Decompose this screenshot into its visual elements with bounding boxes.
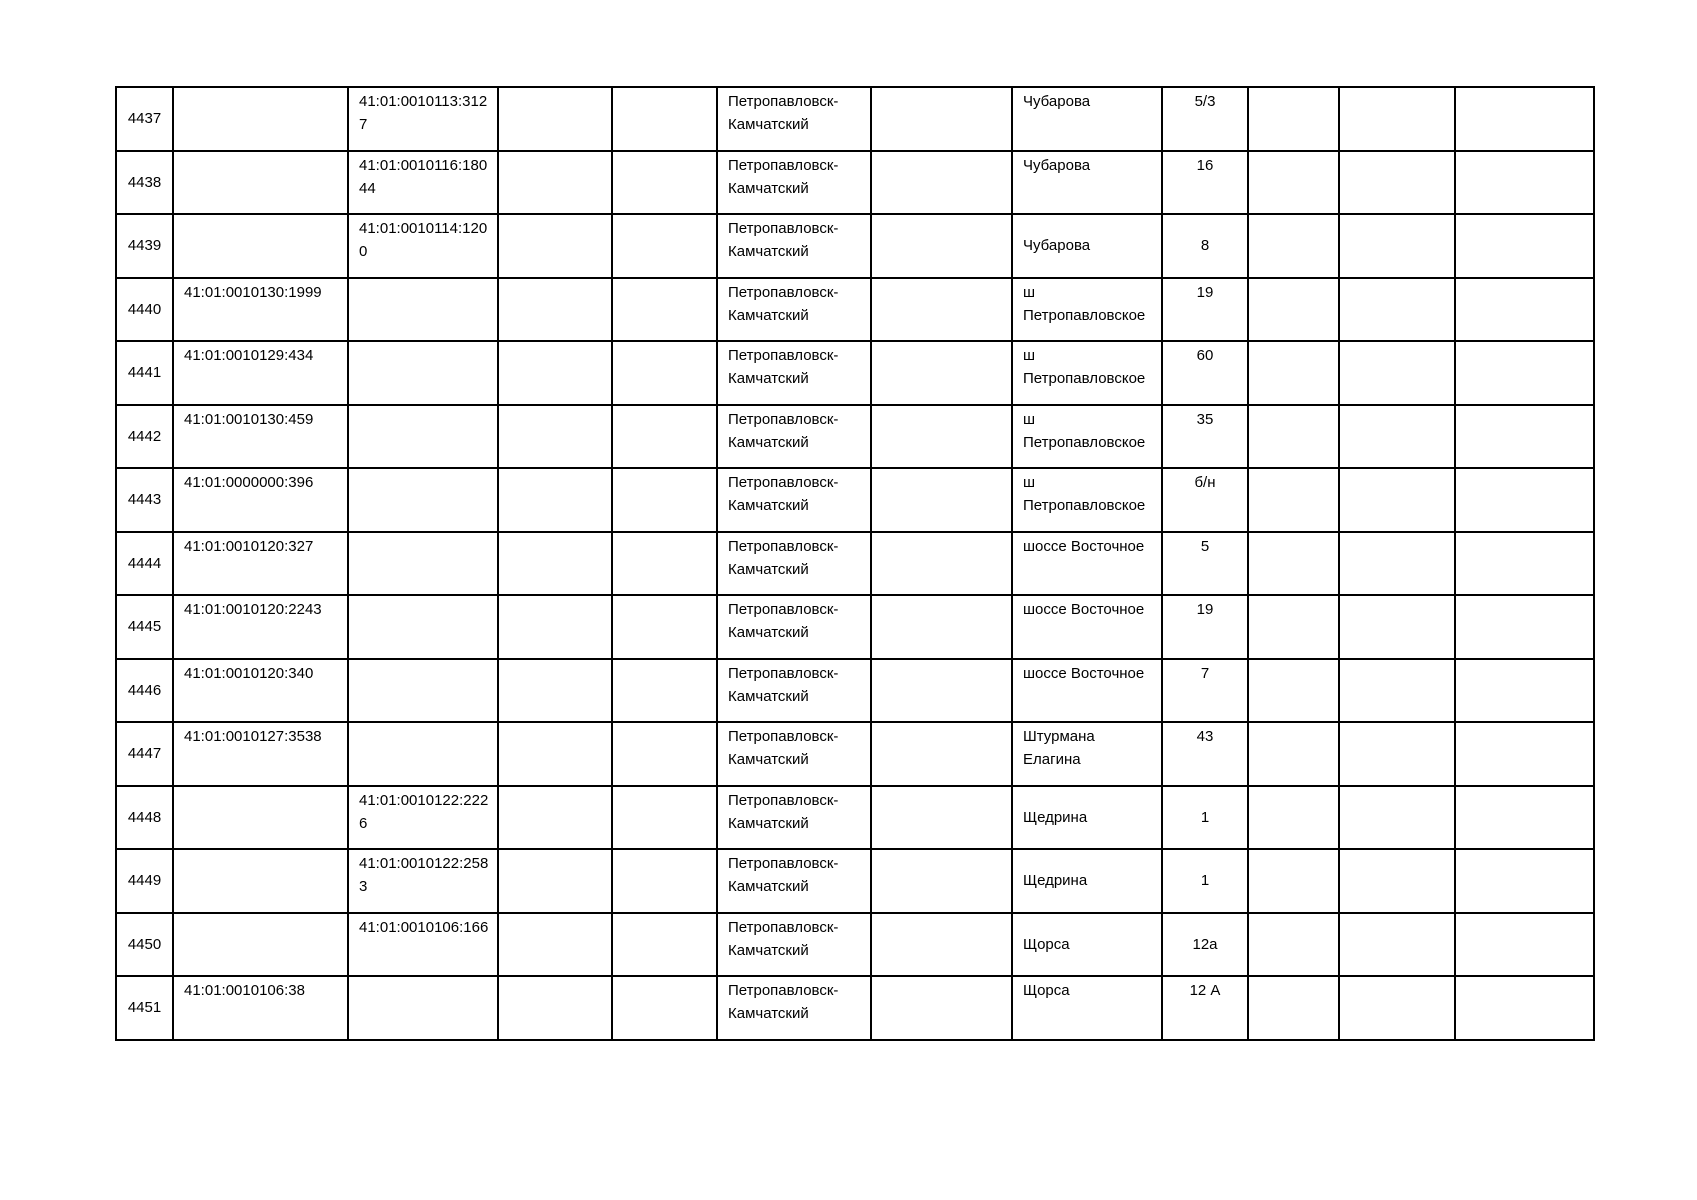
empty-cell bbox=[612, 214, 717, 278]
house-number-cell: 43 bbox=[1162, 722, 1248, 786]
empty-cell bbox=[498, 786, 612, 850]
street-cell: ш Петропавловское bbox=[1012, 278, 1162, 342]
row-number-cell: 4443 bbox=[116, 468, 173, 532]
row-number-cell: 4437 bbox=[116, 87, 173, 151]
empty-cell bbox=[871, 913, 1012, 977]
city-cell: Петропавловск-Камчатский bbox=[717, 659, 871, 723]
empty-cell bbox=[498, 913, 612, 977]
empty-cell bbox=[612, 151, 717, 215]
street-cell: ш Петропавловское bbox=[1012, 468, 1162, 532]
empty-cell bbox=[1455, 214, 1594, 278]
house-number-cell: 12 А bbox=[1162, 976, 1248, 1040]
cadastral-number-cell bbox=[173, 151, 348, 215]
cadastral-number-cell: 41:01:0000000:396 bbox=[173, 468, 348, 532]
table-row bbox=[116, 278, 1594, 342]
empty-cell bbox=[498, 976, 612, 1040]
city-cell: Петропавловск-Камчатский bbox=[717, 341, 871, 405]
empty-cell bbox=[1455, 151, 1594, 215]
empty-cell bbox=[871, 976, 1012, 1040]
related-cadastral-number-cell bbox=[348, 595, 498, 659]
empty-cell bbox=[612, 532, 717, 596]
city-cell: Петропавловск-Камчатский bbox=[717, 532, 871, 596]
empty-cell bbox=[1455, 532, 1594, 596]
cadastral-number-cell: 41:01:0010127:3538 bbox=[173, 722, 348, 786]
row-number-cell: 4442 bbox=[116, 405, 173, 469]
row-number-cell: 4447 bbox=[116, 722, 173, 786]
empty-cell bbox=[612, 468, 717, 532]
empty-cell bbox=[1248, 278, 1339, 342]
empty-cell bbox=[498, 849, 612, 913]
empty-cell bbox=[612, 405, 717, 469]
empty-cell bbox=[1339, 532, 1455, 596]
street-cell: Чубарова bbox=[1012, 151, 1162, 215]
city-cell: Петропавловск-Камчатский bbox=[717, 976, 871, 1040]
street-cell: шоссе Восточное bbox=[1012, 595, 1162, 659]
empty-cell bbox=[498, 87, 612, 151]
empty-cell bbox=[1248, 532, 1339, 596]
row-number-cell: 4445 bbox=[116, 595, 173, 659]
cadastral-number-cell: 41:01:0010130:1999 bbox=[173, 278, 348, 342]
related-cadastral-number-cell bbox=[348, 405, 498, 469]
empty-cell bbox=[498, 278, 612, 342]
table-row bbox=[116, 722, 1594, 786]
table-row bbox=[116, 468, 1594, 532]
empty-cell bbox=[498, 722, 612, 786]
row-number-cell: 4446 bbox=[116, 659, 173, 723]
related-cadastral-number-cell bbox=[348, 468, 498, 532]
related-cadastral-number-cell bbox=[348, 278, 498, 342]
empty-cell bbox=[1248, 722, 1339, 786]
empty-cell bbox=[1248, 595, 1339, 659]
city-cell: Петропавловск-Камчатский bbox=[717, 595, 871, 659]
table-row bbox=[116, 532, 1594, 596]
empty-cell bbox=[871, 151, 1012, 215]
empty-cell bbox=[1248, 405, 1339, 469]
house-number-cell: 5 bbox=[1162, 532, 1248, 596]
empty-cell bbox=[1455, 468, 1594, 532]
street-cell: Чубарова bbox=[1012, 214, 1162, 278]
empty-cell bbox=[612, 786, 717, 850]
empty-cell bbox=[871, 595, 1012, 659]
table-row bbox=[116, 849, 1594, 913]
empty-cell bbox=[1455, 849, 1594, 913]
house-number-cell: 1 bbox=[1162, 849, 1248, 913]
empty-cell bbox=[871, 532, 1012, 596]
house-number-cell: 7 bbox=[1162, 659, 1248, 723]
related-cadastral-number-cell bbox=[348, 532, 498, 596]
empty-cell bbox=[498, 595, 612, 659]
table-row bbox=[116, 976, 1594, 1040]
empty-cell bbox=[871, 87, 1012, 151]
empty-cell bbox=[1455, 913, 1594, 977]
empty-cell bbox=[871, 659, 1012, 723]
street-cell: ш Петропавловское bbox=[1012, 341, 1162, 405]
related-cadastral-number-cell: 41:01:0010116:18044 bbox=[348, 151, 498, 215]
empty-cell bbox=[1455, 595, 1594, 659]
empty-cell bbox=[498, 405, 612, 469]
empty-cell bbox=[871, 786, 1012, 850]
table-row bbox=[116, 214, 1594, 278]
empty-cell bbox=[498, 659, 612, 723]
empty-cell bbox=[1248, 87, 1339, 151]
empty-cell bbox=[871, 278, 1012, 342]
empty-cell bbox=[871, 849, 1012, 913]
registry-table bbox=[115, 86, 1595, 1041]
empty-cell bbox=[871, 468, 1012, 532]
city-cell: Петропавловск-Камчатский bbox=[717, 278, 871, 342]
cadastral-number-cell: 41:01:0010106:38 bbox=[173, 976, 348, 1040]
street-cell: ш Петропавловское bbox=[1012, 405, 1162, 469]
empty-cell bbox=[1339, 722, 1455, 786]
city-cell: Петропавловск-Камчатский bbox=[717, 468, 871, 532]
row-number-cell: 4451 bbox=[116, 976, 173, 1040]
empty-cell bbox=[1455, 722, 1594, 786]
empty-cell bbox=[1339, 849, 1455, 913]
house-number-cell: 12а bbox=[1162, 913, 1248, 977]
house-number-cell: 35 bbox=[1162, 405, 1248, 469]
empty-cell bbox=[1455, 87, 1594, 151]
empty-cell bbox=[1339, 341, 1455, 405]
row-number-cell: 4439 bbox=[116, 214, 173, 278]
cadastral-number-cell: 41:01:0010130:459 bbox=[173, 405, 348, 469]
city-cell: Петропавловск-Камчатский bbox=[717, 405, 871, 469]
empty-cell bbox=[1455, 405, 1594, 469]
empty-cell bbox=[1248, 214, 1339, 278]
empty-cell bbox=[1455, 786, 1594, 850]
empty-cell bbox=[1339, 786, 1455, 850]
row-number-cell: 4448 bbox=[116, 786, 173, 850]
empty-cell bbox=[1339, 214, 1455, 278]
empty-cell bbox=[871, 214, 1012, 278]
cadastral-number-cell bbox=[173, 786, 348, 850]
house-number-cell: б/н bbox=[1162, 468, 1248, 532]
house-number-cell: 1 bbox=[1162, 786, 1248, 850]
empty-cell bbox=[612, 913, 717, 977]
city-cell: Петропавловск-Камчатский bbox=[717, 913, 871, 977]
related-cadastral-number-cell: 41:01:0010114:1200 bbox=[348, 214, 498, 278]
empty-cell bbox=[1248, 849, 1339, 913]
cadastral-number-cell bbox=[173, 214, 348, 278]
house-number-cell: 60 bbox=[1162, 341, 1248, 405]
row-number-cell: 4438 bbox=[116, 151, 173, 215]
cadastral-number-cell: 41:01:0010120:340 bbox=[173, 659, 348, 723]
street-cell: шоссе Восточное bbox=[1012, 532, 1162, 596]
row-number-cell: 4440 bbox=[116, 278, 173, 342]
related-cadastral-number-cell bbox=[348, 659, 498, 723]
empty-cell bbox=[612, 976, 717, 1040]
empty-cell bbox=[498, 151, 612, 215]
related-cadastral-number-cell bbox=[348, 341, 498, 405]
empty-cell bbox=[612, 341, 717, 405]
empty-cell bbox=[612, 278, 717, 342]
empty-cell bbox=[1339, 595, 1455, 659]
street-cell: Штурмана Елагина bbox=[1012, 722, 1162, 786]
city-cell: Петропавловск-Камчатский bbox=[717, 151, 871, 215]
empty-cell bbox=[1339, 151, 1455, 215]
empty-cell bbox=[1455, 659, 1594, 723]
house-number-cell: 19 bbox=[1162, 278, 1248, 342]
empty-cell bbox=[612, 722, 717, 786]
row-number-cell: 4450 bbox=[116, 913, 173, 977]
street-cell: Щорса bbox=[1012, 913, 1162, 977]
empty-cell bbox=[1339, 87, 1455, 151]
table-body bbox=[116, 87, 1594, 1040]
related-cadastral-number-cell bbox=[348, 976, 498, 1040]
empty-cell bbox=[1248, 913, 1339, 977]
street-cell: Чубарова bbox=[1012, 87, 1162, 151]
related-cadastral-number-cell: 41:01:0010122:2226 bbox=[348, 786, 498, 850]
empty-cell bbox=[612, 849, 717, 913]
cadastral-number-cell bbox=[173, 87, 348, 151]
empty-cell bbox=[871, 722, 1012, 786]
cadastral-number-cell bbox=[173, 849, 348, 913]
house-number-cell: 8 bbox=[1162, 214, 1248, 278]
empty-cell bbox=[1248, 976, 1339, 1040]
row-number-cell: 4449 bbox=[116, 849, 173, 913]
table-row bbox=[116, 659, 1594, 723]
empty-cell bbox=[1339, 659, 1455, 723]
empty-cell bbox=[1455, 341, 1594, 405]
street-cell: Щедрина bbox=[1012, 849, 1162, 913]
city-cell: Петропавловск-Камчатский bbox=[717, 214, 871, 278]
table-row bbox=[116, 595, 1594, 659]
empty-cell bbox=[871, 341, 1012, 405]
cadastral-number-cell bbox=[173, 913, 348, 977]
empty-cell bbox=[612, 595, 717, 659]
street-cell: Щедрина bbox=[1012, 786, 1162, 850]
related-cadastral-number-cell: 41:01:0010122:2583 bbox=[348, 849, 498, 913]
empty-cell bbox=[1339, 976, 1455, 1040]
empty-cell bbox=[1339, 468, 1455, 532]
empty-cell bbox=[498, 214, 612, 278]
house-number-cell: 19 bbox=[1162, 595, 1248, 659]
empty-cell bbox=[1339, 913, 1455, 977]
empty-cell bbox=[1248, 659, 1339, 723]
table-row bbox=[116, 913, 1594, 977]
empty-cell bbox=[1455, 976, 1594, 1040]
house-number-cell: 5/3 bbox=[1162, 87, 1248, 151]
row-number-cell: 4441 bbox=[116, 341, 173, 405]
street-cell: Щорса bbox=[1012, 976, 1162, 1040]
cadastral-number-cell: 41:01:0010120:2243 bbox=[173, 595, 348, 659]
empty-cell bbox=[612, 659, 717, 723]
house-number-cell: 16 bbox=[1162, 151, 1248, 215]
empty-cell bbox=[498, 532, 612, 596]
empty-cell bbox=[1248, 151, 1339, 215]
empty-cell bbox=[1248, 786, 1339, 850]
related-cadastral-number-cell bbox=[348, 722, 498, 786]
street-cell: шоссе Восточное bbox=[1012, 659, 1162, 723]
empty-cell bbox=[1248, 468, 1339, 532]
city-cell: Петропавловск-Камчатский bbox=[717, 87, 871, 151]
empty-cell bbox=[612, 87, 717, 151]
related-cadastral-number-cell: 41:01:0010106:166 bbox=[348, 913, 498, 977]
table-row bbox=[116, 87, 1594, 151]
cadastral-number-cell: 41:01:0010129:434 bbox=[173, 341, 348, 405]
related-cadastral-number-cell: 41:01:0010113:3127 bbox=[348, 87, 498, 151]
empty-cell bbox=[871, 405, 1012, 469]
empty-cell bbox=[1248, 341, 1339, 405]
empty-cell bbox=[1339, 278, 1455, 342]
table-row bbox=[116, 786, 1594, 850]
empty-cell bbox=[1455, 278, 1594, 342]
row-number-cell: 4444 bbox=[116, 532, 173, 596]
table-row bbox=[116, 151, 1594, 215]
cadastral-number-cell: 41:01:0010120:327 bbox=[173, 532, 348, 596]
city-cell: Петропавловск-Камчатский bbox=[717, 786, 871, 850]
city-cell: Петропавловск-Камчатский bbox=[717, 722, 871, 786]
table-row bbox=[116, 341, 1594, 405]
empty-cell bbox=[498, 341, 612, 405]
city-cell: Петропавловск-Камчатский bbox=[717, 849, 871, 913]
empty-cell bbox=[498, 468, 612, 532]
empty-cell bbox=[1339, 405, 1455, 469]
table-row bbox=[116, 405, 1594, 469]
